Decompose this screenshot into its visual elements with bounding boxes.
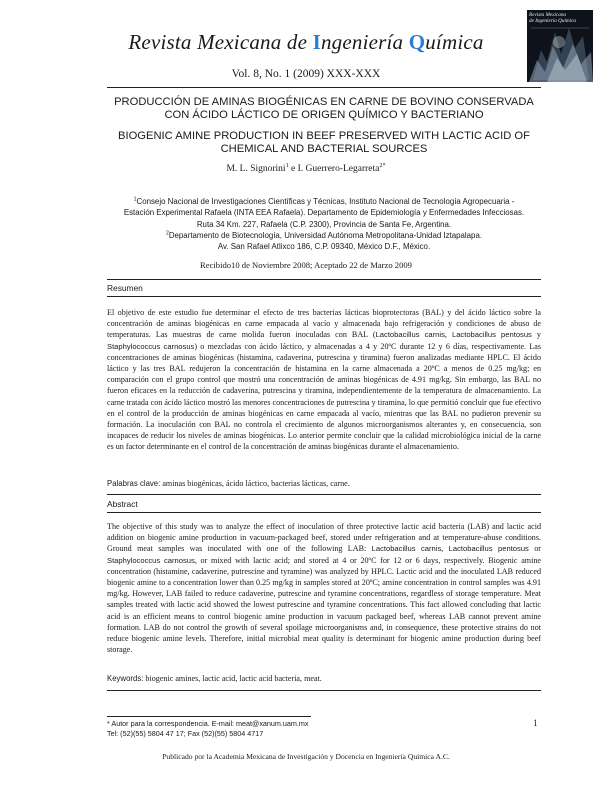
footnote: * Autor para la correspondencia. E-mail: meat@xanum.uam.mx Tel: (52)(55) 5804 47 17; Fax (52)(55) 5804 4717	[107, 719, 309, 738]
abstract-keywords: Keywords: biogenic amines, lactic acid, lactic acid bacteria, meat.	[107, 674, 322, 683]
footnote-rule	[107, 716, 311, 717]
page-number: 1	[533, 718, 538, 728]
received-dates: Recibido10 de Noviembre 2008; Aceptado 22 de Marzo 2009	[200, 260, 412, 270]
abstract-top-rule	[107, 494, 541, 495]
abstract-heading: Abstract	[107, 499, 138, 509]
journal-volume: Vol. 8, No. 1 (2009) XXX-XXX	[231, 68, 381, 80]
journal-title-accent-q: Q	[408, 30, 426, 54]
resumen-top-rule	[107, 279, 541, 280]
resumen-keywords: Palabras clave: aminas biogénicas, ácido láctico, bacterias lácticas, carne.	[107, 479, 350, 488]
publisher-footer: Publicado por la Academia Mexicana de Investigación y Docencia en Ingeniería Química A.C.	[162, 752, 450, 761]
journal-title: Revista Mexicana de Ingeniería Química	[128, 30, 484, 54]
header-rule	[107, 87, 541, 88]
abstract-heading-rule	[107, 512, 541, 513]
abstract-text: The objective of this study was to analyze the effect of inoculation of three protective lactic acid bacteria (LAB) and lactic acid addition on biogenic amine production in vacuum-packaged beef, stored under refrigeration and at temperature-abuse conditions. Ground meat samples was inoculated with one of the following LAB: Lactobacillus carnis, Lactobacillus pentosus or Staphylococcus carnosus, or mixed with lactic acid; and stored at 4 or 20ºC for 12 or 6 days, respectively. Biogenic amine concentration (histamine, cadaverine, putrescine and tyramine) was analyzed by HPLC. Lactic acid and the inoculated LAB reduced biogenic amine to a concentration lower than 0.25 mg/kg in samples stored at 20ºC; amine concentration in control samples was 4.91 mg/kg. However, LAB failed to reduce cadaverine, putrescine and tyramine concentrations, regardless of storage temperature. Meat samples treated with lactic acid showed the lowest putrescine and tyramine concentrations. This fact allowed concluding that lactic acid is an efficient means to control biogenic amine production in vacuum packaged beef, whereas LAB cannot prevent amine formation. LAB do not control the growth of several spoilage microorganisms and, in consequence, these protective strains do not reduce biogenic amine levels. Therefore, initial microbial meat quality is determinant for biogenic amine production during beef storage.	[107, 522, 541, 655]
journal-cover-text: Revista Mexicana de Ingeniería Química	[529, 12, 576, 24]
resumen-text: El objetivo de este estudio fue determinar el efecto de tres bacterias lácticas bioprotectoras (BAL) y del ácido láctico sobre la concentración de aminas biogénicas en carne empacada al vacío y almacenada bajo refrigeración y condiciones de abuso de temperaturas. Las muestras de carne molida fueron inoculadas con BAL (Lactobacillus carnis, Lactobacillus pentosus y Staphylococcus carnosus) o mezcladas con ácido láctico, y almacenadas a 4 y 20ºC durante 12 y 6 días, respectivamente. Las concentraciones de aminas biogénicas (histamina, cadaverina, putrescina y tiramina) fueron analizadas mediante HPLC. El ácido láctico y las tres BAL redujeron la concentración de histamina en la carne almacenada a 20ºC a menos de 0.25 mg/kg; en comparación con el grupo control que mostró una concentración de aminas biogénicas de 4.91 mg/kg. Sin embargo, las BAL no fueron eficaces en la reducción de cadaverina, putrescina y tiramina, independientemente de la temperatura de almacenamiento. La carne tratada con ácido láctico mostró las menores concentraciones de putrescina y tiramina, lo que permitió concluir que fue efectivo en el control de la producción de aminas biogénicas en carne empacada al vacío, mientras que las BAL no pudieron prevenir su formación. La inoculación con BAL no controla el crecimiento de algunos microorganismos alterantes y, en consecuencia, son incapaces de reducir los niveles de aminas biogénicas. Lo anterior permite concluir que la calidad microbiológica inicial de la carne es un factor determinante en el control de la concentración de aminas biogénicas durante el almacenamiento.	[107, 308, 542, 452]
article-title-spanish: PRODUCCIÓN DE AMINAS BIOGÉNICAS EN CARNE DE BOVINO CONSERVADA CON ÁCIDO LÁCTICO DE ORIGEN QUÍMICO Y BACTERIANO	[114, 96, 534, 121]
abstract-bottom-rule	[107, 690, 541, 691]
affiliations: $^1$Consejo Nacional de Investigaciones Científicas y Técnicas, Instituto Nacional de Tecnología Agropecuaria - Estación Experimental Rafaela (INTA EEA Rafaela). Departamento de Epidemiología y Enfermedades Infecciosas. Ruta 34 Km. 227, Rafaela (C.P. 2300), Provincia de Santa Fe, Argentina. $^2$Departamento de Biotecnología, Universidad Autónoma Metropolitana-Unidad Iztapalapa. Av. San Rafael Atlixco 186, C.P. 09340, México D.F., México.	[123, 196, 525, 252]
resumen-heading-rule	[107, 296, 541, 297]
journal-title-accent-i: I	[312, 30, 321, 54]
resumen-heading: Resumen	[107, 283, 143, 293]
article-title-english: BIOGENIC AMINE PRODUCTION IN BEEF PRESERVED WITH LACTIC ACID OF CHEMICAL AND BACTERIAL SOURCES	[118, 130, 530, 155]
authors: M. L. Signorini$^1$ e I. Guerrero-Legarreta$^{2*}$	[226, 162, 386, 174]
